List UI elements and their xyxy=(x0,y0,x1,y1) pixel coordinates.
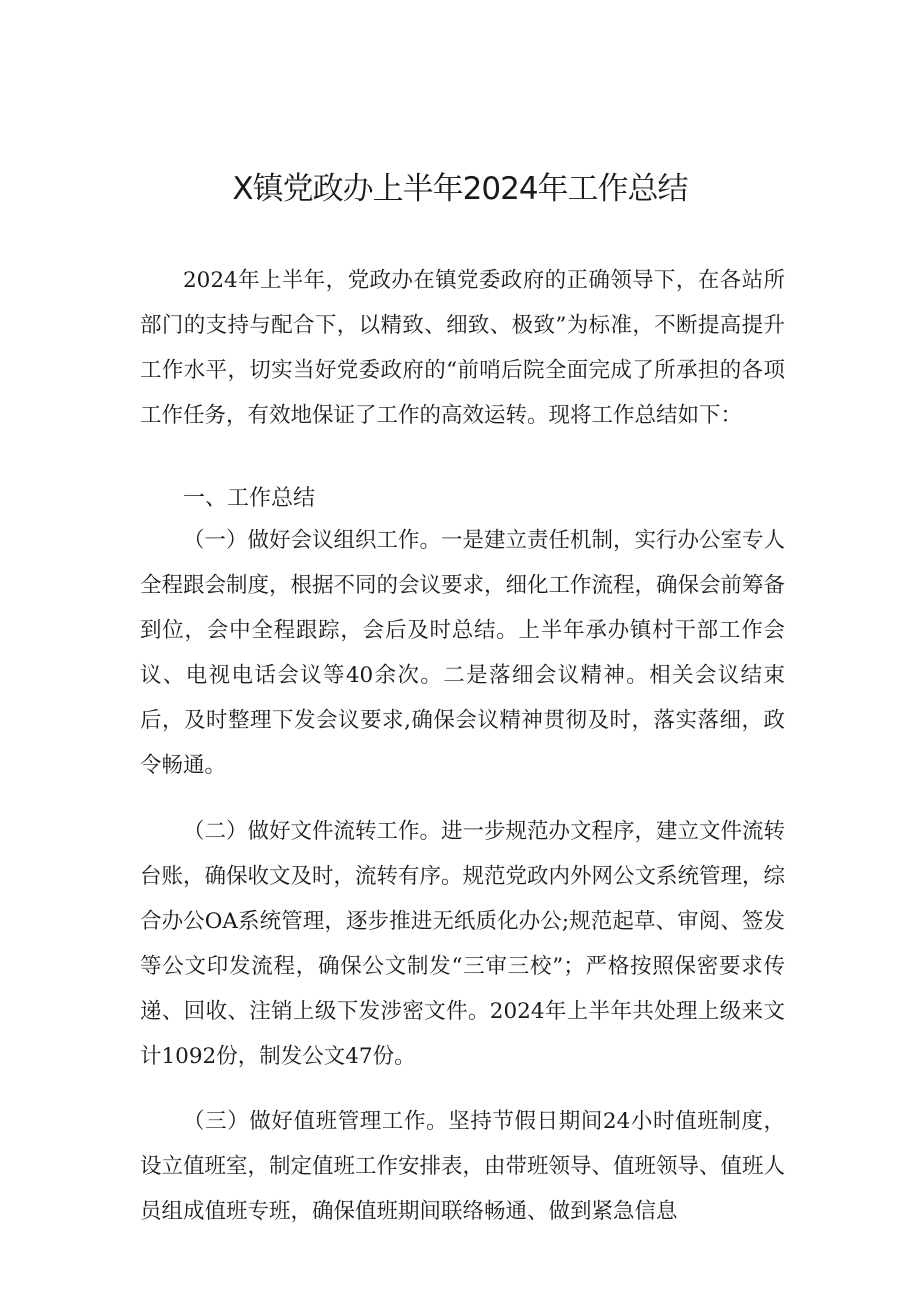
intro-paragraph: 2024年上半年，党政办在镇党委政府的正确领导下，在各站所部门的支持与配合下，以精致、细致、极致”为标准，不断提高提升工作水平，切实当好党委政府的“前哨后院全面完成了所承担的各项工作任务，有效地保证了工作的高效运转。现将工作总结如下： xyxy=(140,268,785,428)
paragraph-duty-management: （三）做好值班管理工作。坚持节假日期间24小时值班制度，设立值班室，制定值班工作安排表，由带班领导、值班领导、值班人员组成值班专班，确保值班期间联络畅通、做到紧急信息 xyxy=(140,1109,786,1224)
document-title: X镇党政办上半年2024年工作总结 xyxy=(232,171,688,207)
paragraph-document-circulation: （二）做好文件流转工作。进一步规范办文程序，建立文件流转台账，确保收文及时，流转有序。规范党政内外网公文系统管理，综合办公OA系统管理，逐步推进无纸质化办公;规范起草、审阅、签发等公文印发流程，确保公文制发“三审三校”；严格按照保密要求传递、回收、注销上级下发涉密文件。2024年上半年共处理上级来文计1092份，制发公文47份。 xyxy=(140,819,786,1069)
section-heading-work-summary: 一、工作总结 xyxy=(183,486,316,511)
paragraph-meeting-organization: （一）做好会议组织工作。一是建立责任机制，实行办公室专人全程跟会制度，根据不同的会议要求，细化工作流程，确保会前筹备到位，会中全程跟踪，会后及时总结。上半年承办镇村干部工作会议、电视电话会议等40余次。二是落细会议精神。相关会议结束后，及时整理下发会议要求,确保会议精神贯彻及时，落实落细，政令畅通。 xyxy=(140,528,786,778)
